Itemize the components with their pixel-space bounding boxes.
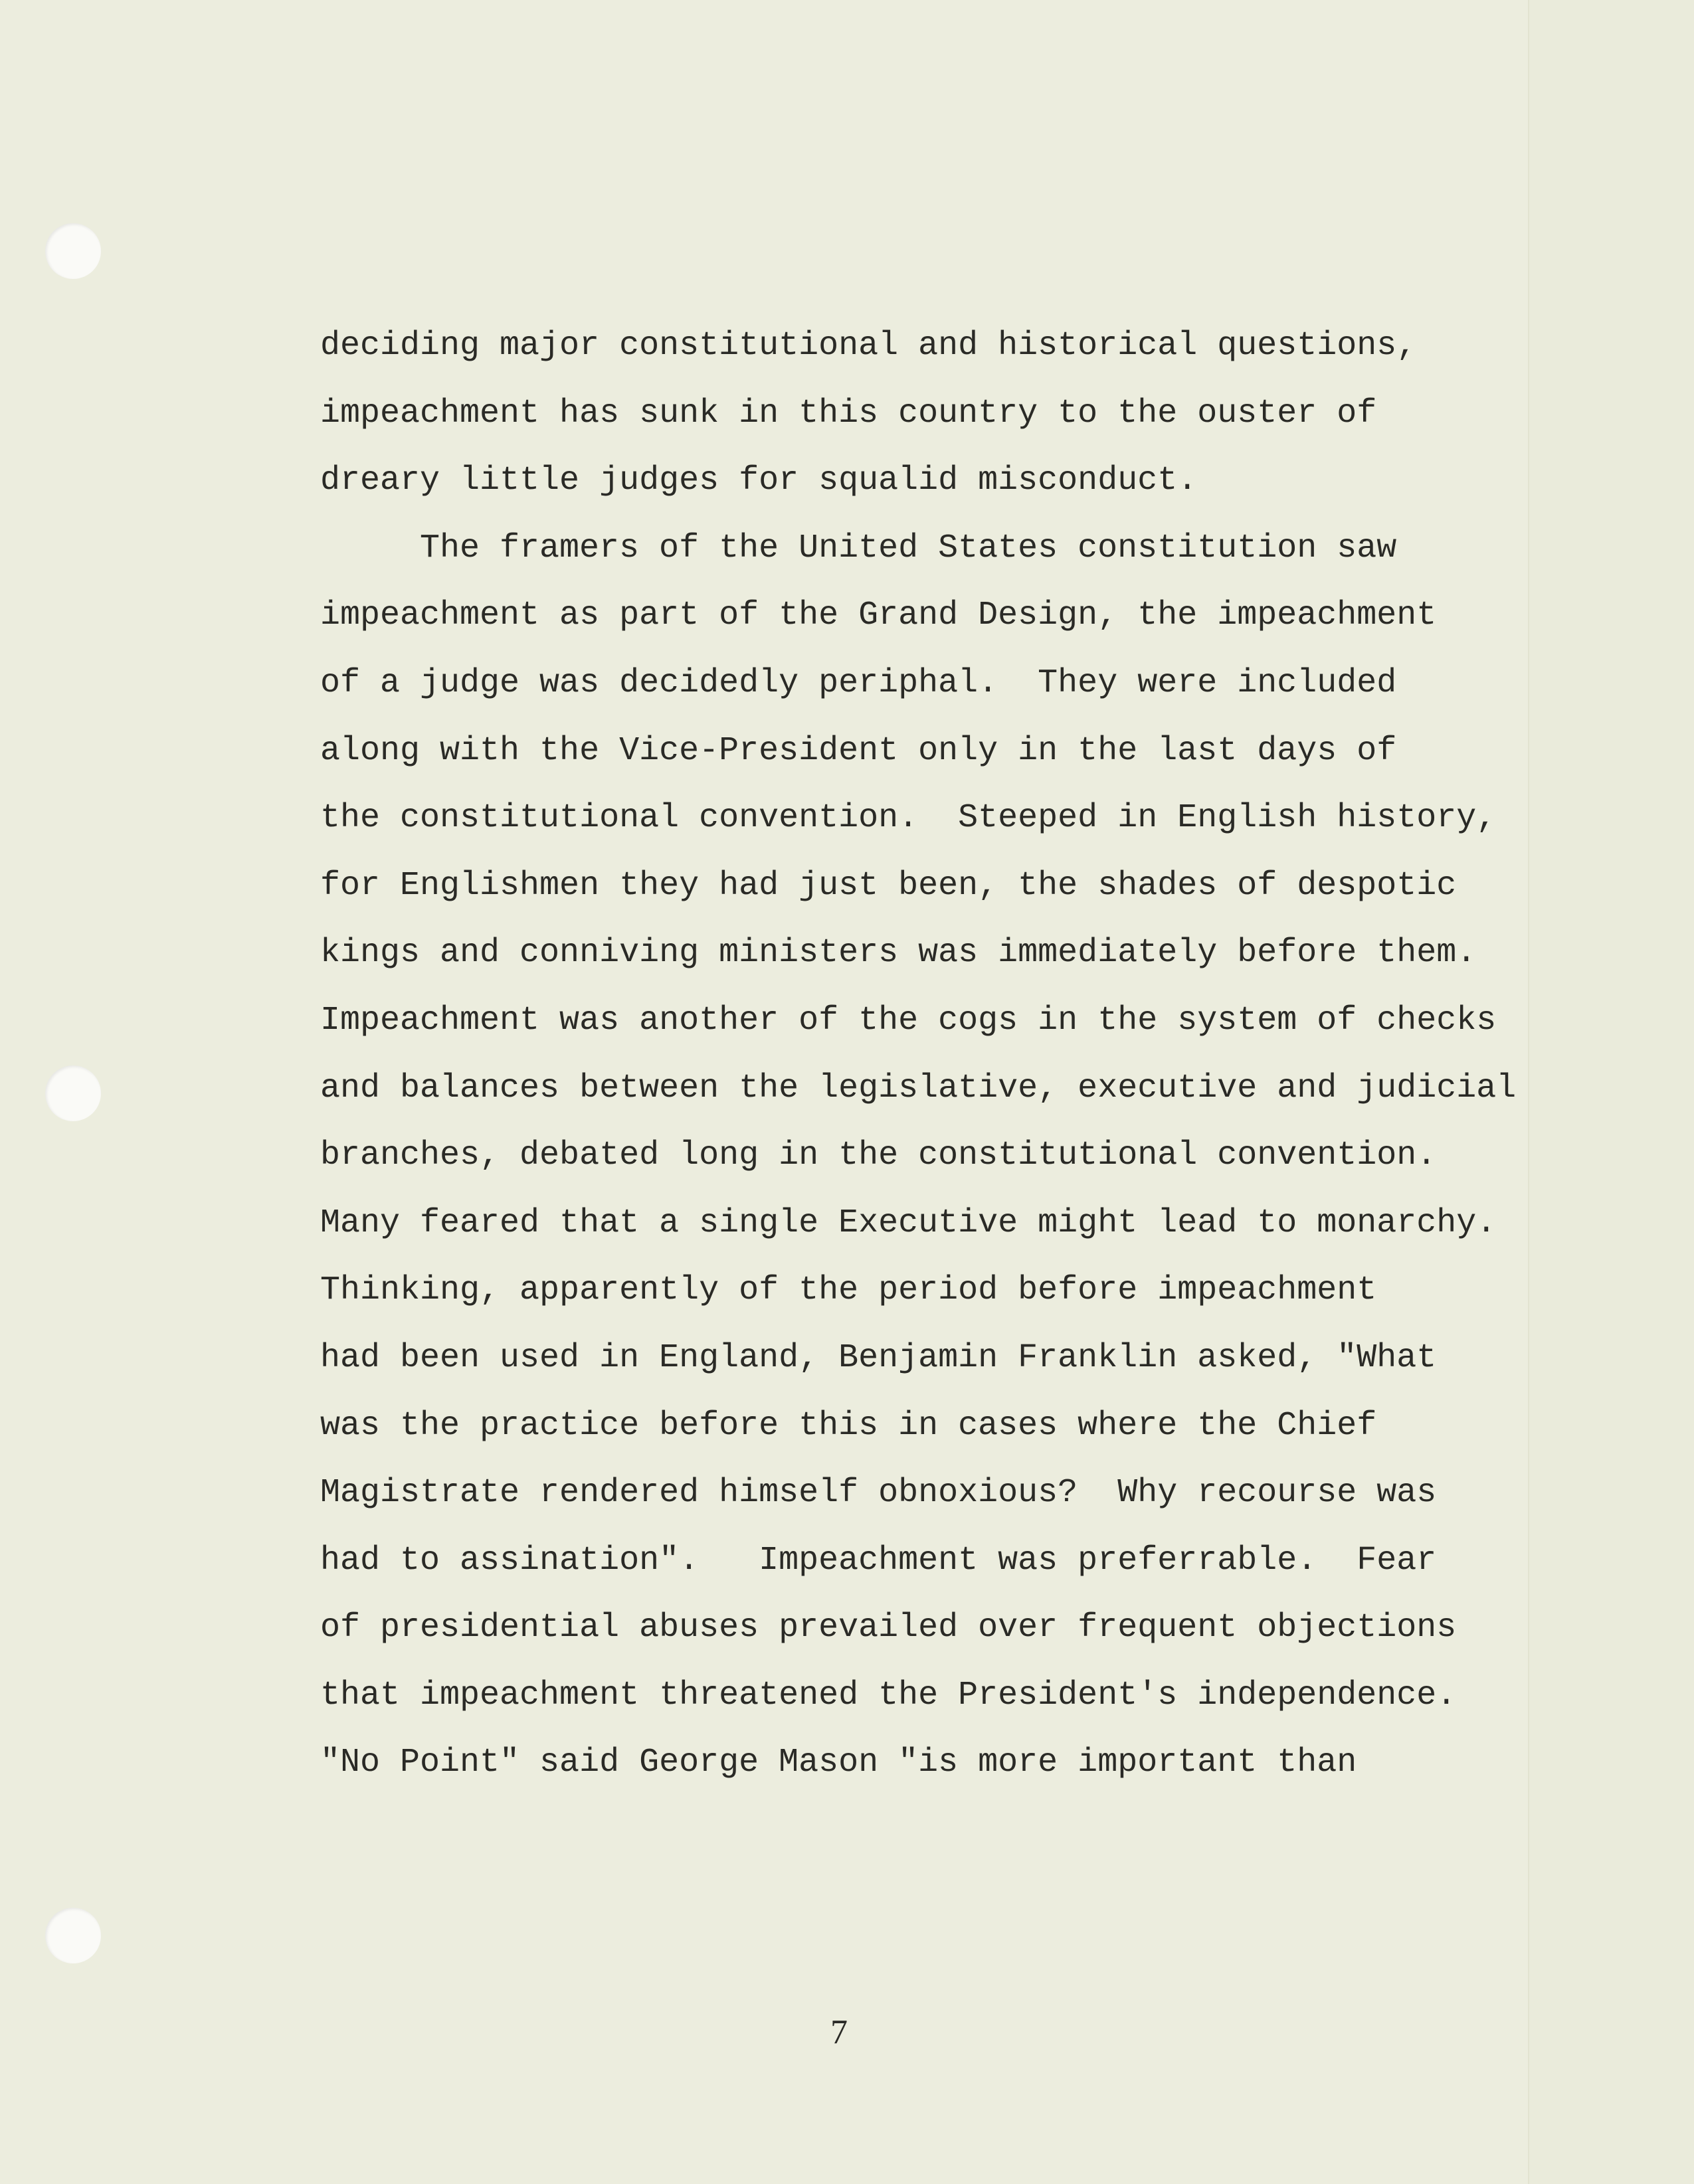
punch-hole-top xyxy=(45,223,101,279)
text-line: that impeachment threatened the President's independence. xyxy=(320,1676,1457,1714)
text-line: Many feared that a single Executive might lead to monarchy. xyxy=(320,1204,1497,1242)
text-line: of a judge was decidedly periphal. They were included xyxy=(320,664,1397,702)
text-line: branches, debated long in the constitutional convention. xyxy=(320,1137,1437,1175)
text-line: of presidential abuses prevailed over frequent objections xyxy=(320,1609,1457,1647)
text-line: impeachment as part of the Grand Design, the impeachment xyxy=(320,596,1437,635)
text-line: dreary little judges for squalid misconduct. xyxy=(320,462,1198,500)
page-edge xyxy=(1528,0,1694,2184)
text-line: deciding major constitutional and historical questions, xyxy=(320,327,1417,365)
text-line: for Englishmen they had just been, the shades of despotic xyxy=(320,866,1457,905)
body-text xyxy=(320,312,1516,1797)
text-line: "No Point" said George Mason "is more important than xyxy=(320,1744,1357,1782)
text-line: along with the Vice-President only in the last days of xyxy=(320,731,1397,770)
text-line: kings and conniving ministers was immediately before them. xyxy=(320,934,1477,972)
punch-hole-bottom xyxy=(45,1908,101,1963)
text-line: impeachment has sunk in this country to the ouster of xyxy=(320,394,1377,432)
page-number: 7 xyxy=(830,2013,848,2051)
text-line: Impeachment was another of the cogs in the system of checks xyxy=(320,1001,1497,1040)
text-line: The framers of the United States constitution saw xyxy=(420,529,1397,567)
text-line: had to assination". Impeachment was preferrable. Fear xyxy=(320,1541,1437,1580)
text-line: the constitutional convention. Steeped in English history, xyxy=(320,799,1497,838)
punch-hole-middle xyxy=(45,1065,101,1121)
text-line: Magistrate rendered himself obnoxious? Why recourse was xyxy=(320,1474,1437,1512)
text-line: had been used in England, Benjamin Franklin asked, "What xyxy=(320,1338,1437,1377)
text-line: Thinking, apparently of the period before impeachment xyxy=(320,1271,1377,1310)
text-line: and balances between the legislative, executive and judicial xyxy=(320,1069,1517,1107)
text-line: was the practice before this in cases where the Chief xyxy=(320,1406,1377,1445)
